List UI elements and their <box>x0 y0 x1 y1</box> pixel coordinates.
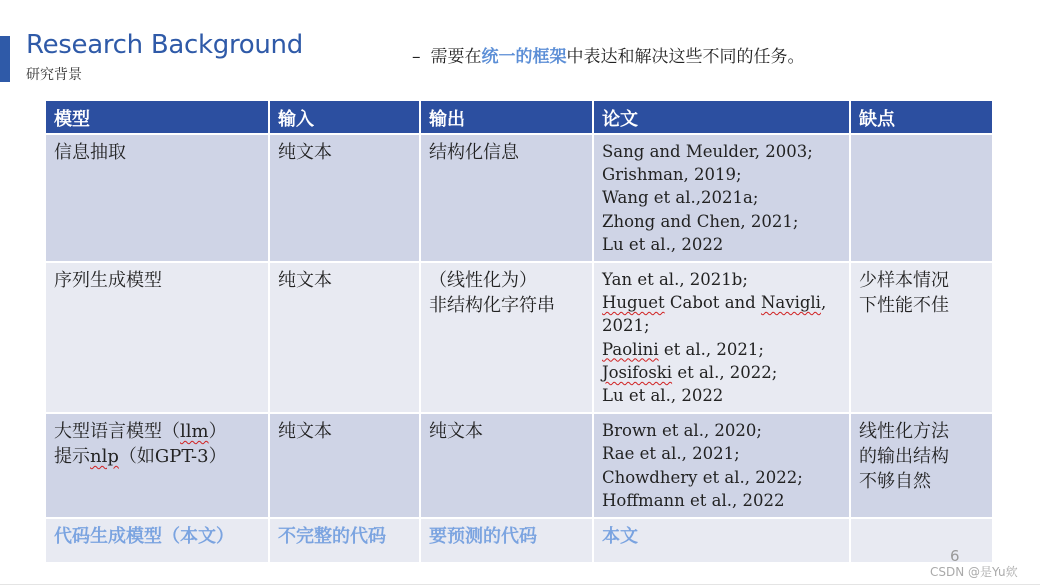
cell-cons <box>850 518 993 562</box>
cell-input: 纯文本 <box>269 413 420 518</box>
cell-line: 线性化方法 <box>859 421 949 443</box>
bullet-note <box>412 42 805 67</box>
col-header-input: 输入 <box>269 101 420 134</box>
cell-line: 纯文本 <box>429 421 483 443</box>
cell-cons <box>850 262 993 413</box>
col-header-cons: 缺点 <box>850 101 993 134</box>
cell-cons <box>850 134 993 262</box>
note-suffix: 中表达和解决这些不同的任务。 <box>566 47 805 67</box>
cell-cons <box>850 413 993 518</box>
cell-output <box>420 262 593 413</box>
accent-bar <box>0 36 10 82</box>
cell-line: 提示nlp（如GPT-3） <box>54 446 227 468</box>
table-header-row <box>46 101 993 134</box>
paper-ref: Sang and Meulder, 2003; <box>602 142 813 161</box>
cell-line: 结构化信息 <box>429 142 519 163</box>
cell-line: 要预测的代码 <box>429 526 537 548</box>
paper-ref: Lu et al., 2022 <box>602 234 724 254</box>
cell-line: 少样本情况 <box>859 270 949 292</box>
paper-ref: Paolini et al., 2021; <box>602 339 764 359</box>
cell-papers <box>593 134 850 262</box>
paper-ref: Zhong and Chen, 2021; <box>602 211 799 231</box>
slide-title: Research Background <box>26 30 303 60</box>
cell-model <box>46 518 269 562</box>
paper-ref: Yan et al., 2021b; <box>602 270 748 290</box>
cell-line: （线性化为） <box>429 270 537 292</box>
table-row <box>46 134 993 262</box>
cell-line: 序列生成模型 <box>54 270 162 292</box>
cell-model <box>46 134 269 262</box>
paper-ref: Chowdhery et al., 2022; <box>602 467 803 487</box>
bullet-dash: – <box>412 47 421 67</box>
cell-input: 纯文本 <box>269 262 420 413</box>
paper-ref: 2021; <box>602 316 650 336</box>
table-row <box>46 518 993 562</box>
comparison-table <box>46 101 994 562</box>
note-highlight-framework: 框架 <box>532 47 567 67</box>
note-highlight-unified: 统一的 <box>481 47 533 67</box>
paper-ref: Josifoski et al., 2022; <box>602 362 778 382</box>
cell-papers <box>593 262 850 413</box>
cell-line: 信息抽取 <box>54 142 126 163</box>
cell-model <box>46 262 269 413</box>
cell-line: 大型语言模型（llm） <box>54 421 227 443</box>
slide-subtitle: 研究背景 <box>26 67 82 83</box>
paper-ref: Grishman, 2019; <box>602 165 742 185</box>
table-row <box>46 262 993 413</box>
cell-model <box>46 413 269 518</box>
cell-line: 不够自然 <box>859 471 931 493</box>
col-header-model: 模型 <box>46 101 269 134</box>
col-header-output: 输出 <box>420 101 593 134</box>
table-row <box>46 413 993 518</box>
paper-ref: Brown et al., 2020; <box>602 421 762 441</box>
cell-line: 代码生成模型（本文） <box>54 526 234 548</box>
paper-ref: Rae et al., 2021; <box>602 444 740 464</box>
cell-input: 纯文本 <box>269 134 420 262</box>
bottom-divider <box>0 584 1040 585</box>
page-number: 6 <box>950 547 960 565</box>
csdn-watermark: CSDN @是Yu欸 <box>930 565 1018 579</box>
paper-ref: Huguet Cabot and Navigli, <box>602 293 827 313</box>
cell-line: 的输出结构 <box>859 446 949 468</box>
paper-ref: 本文 <box>602 526 638 548</box>
cell-output <box>420 413 593 518</box>
paper-ref: Hoffmann et al., 2022 <box>602 490 785 510</box>
cell-output <box>420 518 593 562</box>
cell-input: 不完整的代码 <box>269 518 420 562</box>
cell-papers <box>593 413 850 518</box>
paper-ref: Wang et al.,2021a; <box>602 188 759 208</box>
paper-ref: Lu et al., 2022 <box>602 386 724 406</box>
cell-line: 下性能不佳 <box>859 295 949 317</box>
cell-line: 非结构化字符串 <box>429 295 555 317</box>
col-header-papers: 论文 <box>593 101 850 134</box>
cell-papers <box>593 518 850 562</box>
cell-output <box>420 134 593 262</box>
note-prefix: 需要在 <box>430 47 482 67</box>
